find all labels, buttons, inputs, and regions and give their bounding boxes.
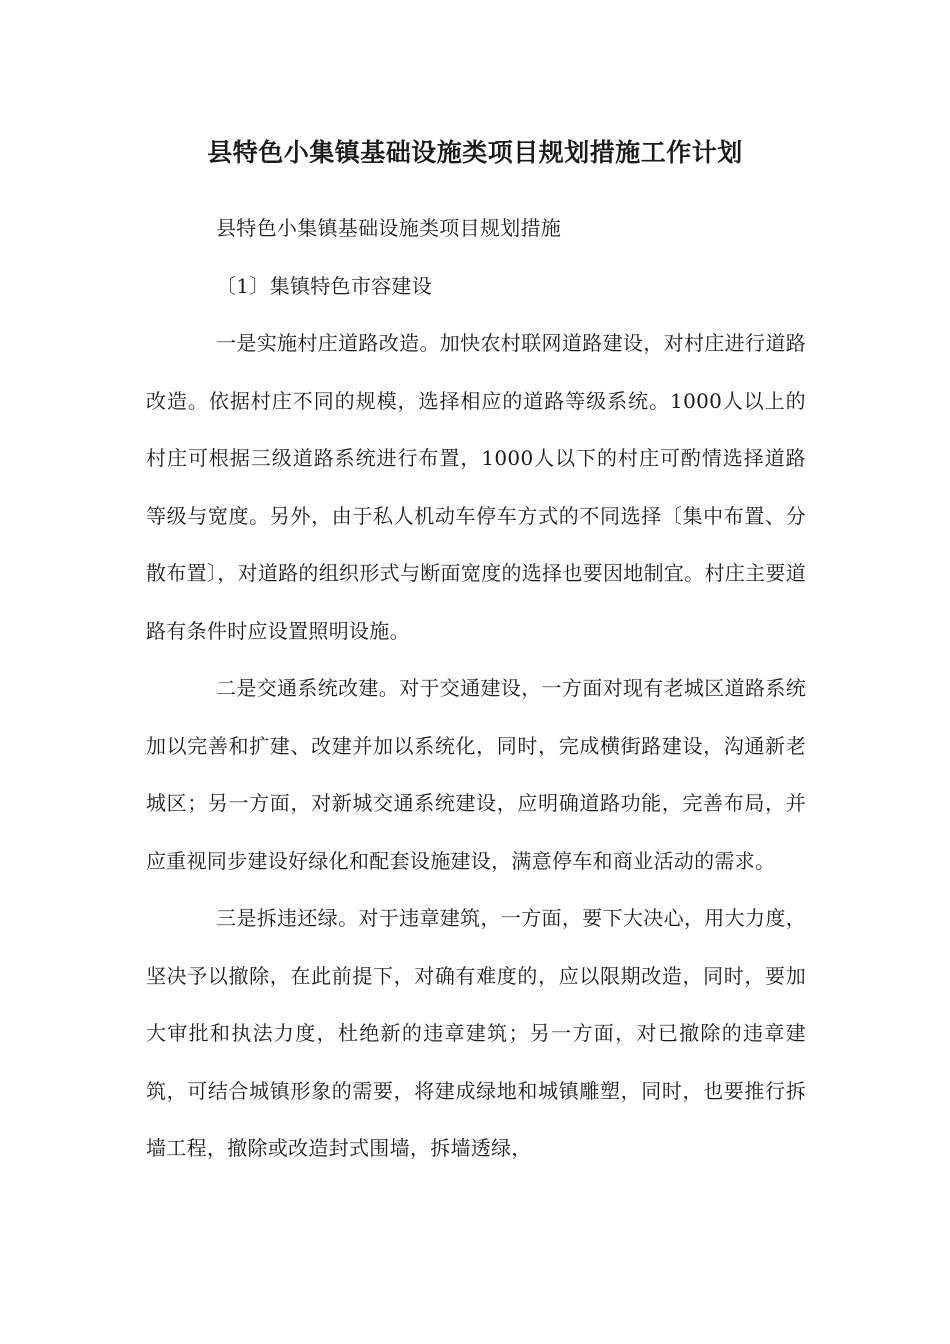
paragraph-demolition-greening: 三是拆违还绿。对于违章建筑，一方面，要下大决心，用大力度，坚决予以撤除，在此前提下，对确有难度的，应以限期改造，同时，要加大审批和执法力度，杜绝新的违章建筑；另一方面，对已撤除的违章建筑，可结合城镇形象的需要，将建成绿地和城镇雕塑，同时，也要推行拆墙工程，撤除或改造封式围墙，拆墙透绿，	[146, 906, 806, 1160]
subsection-heading: 〔1〕集镇特色市容建设	[216, 273, 433, 298]
document-title: 县特色小集镇基础设施类项目规划措施工作计划	[207, 138, 743, 167]
paragraph-road-renovation: 一是实施村庄道路改造。加快农村联网道路建设，对村庄进行道路改造。依据村庄不同的规模，选择相应的道路等级系统。1000人以上的村庄可根据三级道路系统进行布置，1000人以下的村庄可酌情选择道路等级与宽度。另外，由于私人机动车停车方式的不同选择〔集中布置、分散布置〕，对道路的组织形式与断面宽度的选择也要因地制宜。村庄主要道路有条件时应设置照明设施。	[146, 331, 806, 643]
section-heading: 县特色小集镇基础设施类项目规划措施	[216, 216, 562, 240]
document-body	[146, 200, 806, 1178]
paragraph-traffic-system: 二是交通系统改建。对于交通建设，一方面对现有老城区道路系统加以完善和扩建、改建并加以系统化，同时，完成横街路建设，沟通新老城区；另一方面，对新城交通系统建设，应明确道路功能，完善布局，并应重视同步建设好绿化和配套设施建设，满意停车和商业活动的需求。	[146, 676, 806, 873]
